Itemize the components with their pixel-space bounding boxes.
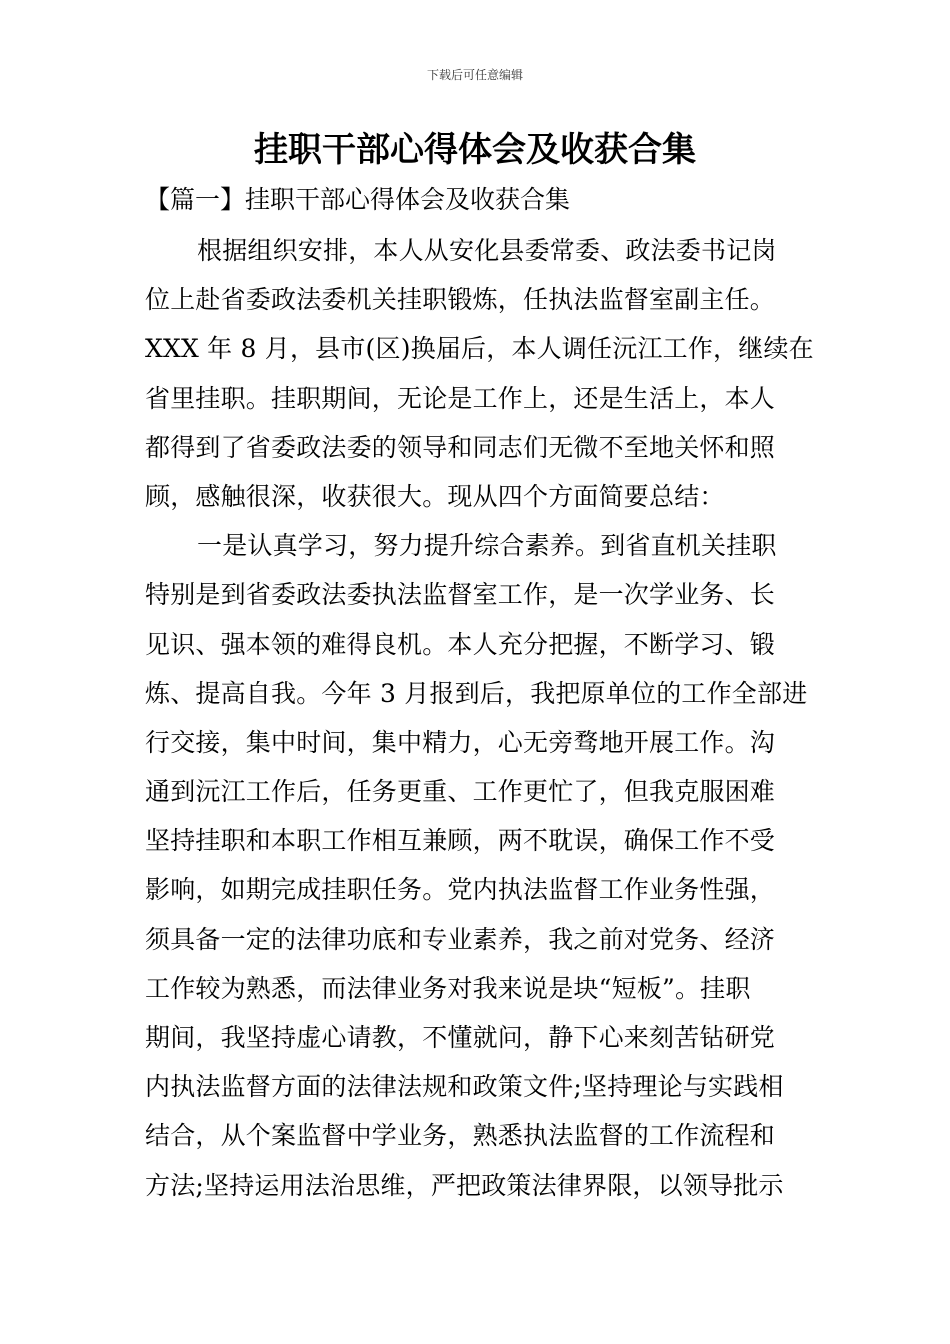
paragraph-line: 影响，如期完成挂职任务。党内执法监督工作业务性强，	[145, 875, 776, 905]
document-title: 挂职干部心得体会及收获合集	[254, 130, 696, 170]
paragraph-line: 顾，感触很深，收获很大。现从四个方面简要总结：	[145, 481, 725, 511]
paragraph-line: 特别是到省委政法委执法监督室工作，是一次学业务、长	[145, 580, 776, 610]
paragraph-line: 须具备一定的法律功底和专业素养，我之前对党务、经济	[145, 924, 776, 954]
paragraph-line: 省里挂职。挂职期间，无论是工作上，还是生活上，本人	[145, 383, 776, 413]
paragraph-line: 坚持挂职和本职工作相互兼顾，两不耽误，确保工作不受	[145, 826, 776, 856]
paragraph-line: 工作较为熟悉，而法律业务对我来说是块“短板”。挂职	[145, 973, 751, 1003]
paragraph-line: 根据组织安排，本人从安化县委常委、政法委书记岗	[197, 236, 777, 265]
paragraph-line: 见识、强本领的难得良机。本人充分把握，不断学习、锻	[145, 629, 776, 659]
paragraph-line: 结合，从个案监督中学业务，熟悉执法监督的工作流程和	[145, 1121, 776, 1151]
paragraph-line: 都得到了省委政法委的领导和同志们无微不至地关怀和照	[145, 432, 776, 462]
paragraph-line: 一是认真学习，努力提升综合素养。到省直机关挂职	[197, 531, 777, 561]
body-text	[145, 226, 825, 1210]
paragraph-line: 通到沅江工作后，任务更重、工作更忙了，但我克服困难	[145, 777, 776, 807]
paragraph-line: XXX 年 8 月，县市(区)换届后，本人调任沅江工作，继续在	[145, 334, 814, 364]
paragraph-line: 位上赴省委政法委机关挂职锻炼，任执法监督室副主任。	[145, 285, 776, 315]
paragraph-line: 期间，我坚持虚心请教，不懂就问，静下心来刻苦钻研党	[145, 1023, 776, 1052]
paragraph-line: 方法;坚持运用法治思维，严把政策法律界限，以领导批示	[145, 1170, 784, 1200]
section-heading: 【篇一】挂职干部心得体会及收获合集	[145, 185, 571, 214]
header-note: 下载后可任意编辑	[426, 68, 523, 82]
paragraph-line: 行交接，集中时间，集中精力，心无旁骛地开展工作。沟	[145, 727, 776, 757]
paragraph-line: 炼、提高自我。今年 3 月报到后，我把原单位的工作全部进	[145, 678, 808, 708]
paragraph-line: 内执法监督方面的法律法规和政策文件;坚持理论与实践相	[145, 1072, 784, 1102]
